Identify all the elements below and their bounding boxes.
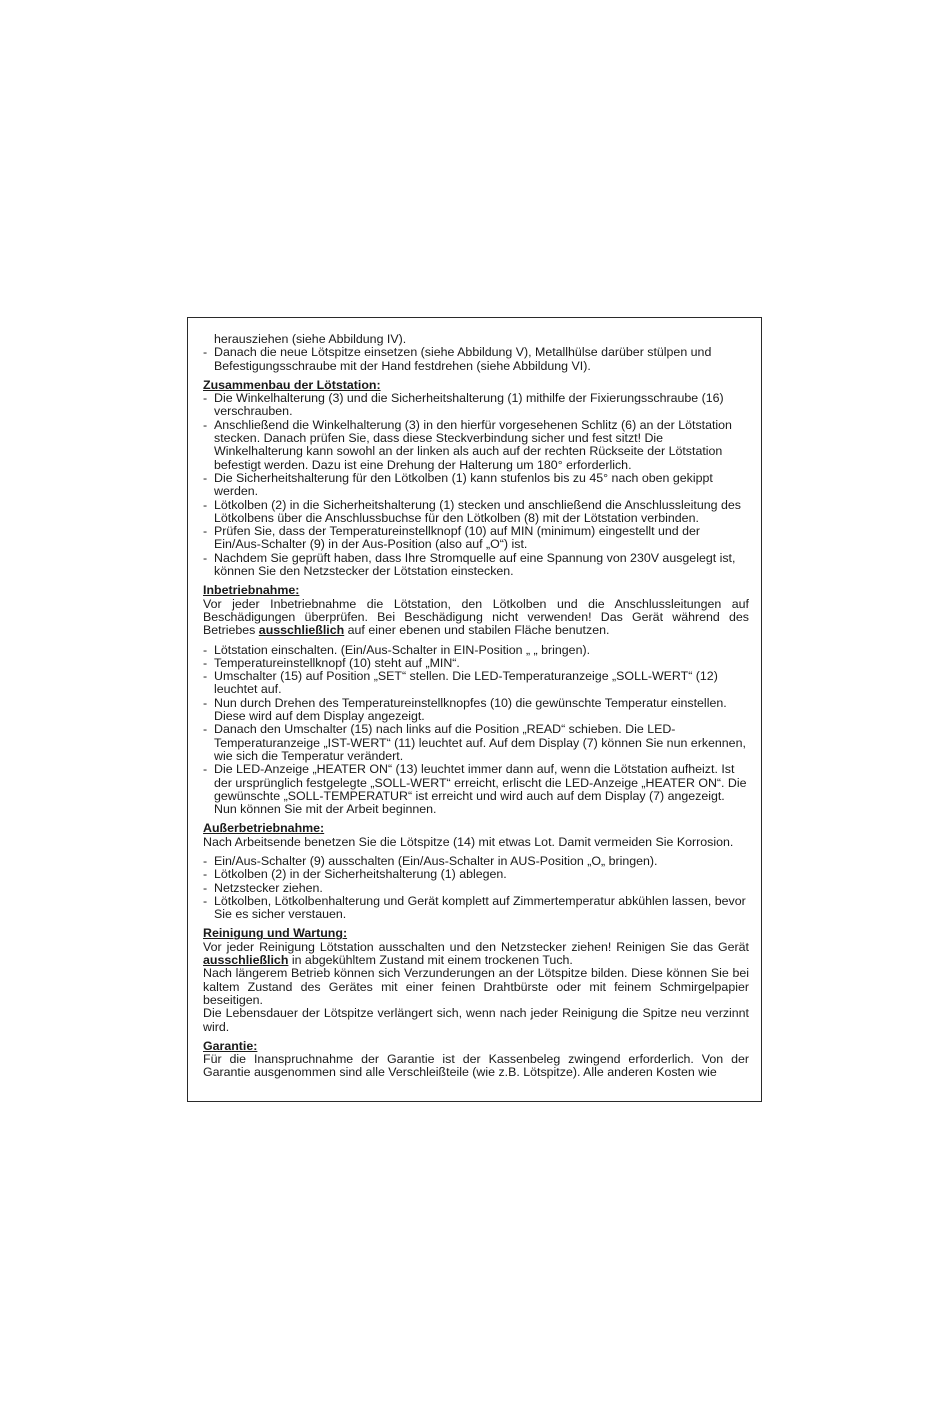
cleaning-paragraph: Vor jeder Reinigung Lötstation ausschalten und den Netzstecker ziehen! Reinigen Sie das Gerät ausschließlich in abgekühltem Zustand mit einem trockenen Tuch. [203, 939, 749, 968]
list-item: - Lötkolben (2) in der Sicherheitshalterung (1) ablegen. [203, 867, 507, 882]
list-item: - Prüfen Sie, dass der Temperatureinstellknopf (10) auf MIN (minimum) eingestellt und der Ein/Aus-Schalter (9) in der Aus-Position (also auf „O“) ist. [203, 524, 700, 552]
startup-intro: Vor jeder Inbetriebnahme die Lötstation, den Lötkolben und die Anschlussleitungen auf Beschädigungen überprüfen. Bei Beschädigung nicht verwenden! Das Gerät während des Betriebes ausschließlich auf einer ebenen und stabilen Fläche benutzen. [203, 596, 749, 638]
list-item: - Anschließend die Winkelhalterung (3) in den hierfür vorgesehenen Schlitz (6) an der Lötstation stecken. Danach prüfen Sie, dass diese Steckverbindung sicher und fest sitzt! Die Winkelhalterung kann sowohl an der linken als auch auf der rechten Rückseite der Lötstation befestigt werden. Dazu ist eine Drehung der Halterung um 180° erforderlich. [203, 417, 732, 472]
list-item: - Die Sicherheitshalterung für den Lötkolben (1) kann stufenlos bis zu 45° nach oben gekippt werden. [203, 470, 713, 499]
warranty-paragraph: Für die Inanspruchnahme der Garantie ist der Kassenbeleg zwingend erforderlich. Von der Garantie ausgenommen sind alle Verschleißteile (wie z.B. Lötspitze). Alle anderen Kosten wie [203, 1052, 749, 1080]
continued-text: herausziehen (siehe Abbildung IV). [214, 332, 407, 346]
page-content [203, 333, 749, 1080]
list-item: - Ein/Aus-Schalter (9) ausschalten (Ein/Aus-Schalter in AUS-Position „O„ bringen). [203, 853, 658, 868]
section-heading-cleaning: Reinigung und Wartung: [203, 926, 348, 941]
shutdown-intro: Nach Arbeitsende benetzen Sie die Lötspitze (14) mit etwas Lot. Damit vermeiden Sie Korrosion. [203, 834, 734, 849]
cleaning-paragraph: Die Lebensdauer der Lötspitze verlängert sich, wenn nach jeder Reinigung die Spitze neu verzinnt wird. [203, 1006, 749, 1034]
list-item: - Nun durch Drehen des Temperatureinstellknopfes (10) die gewünschte Temperatur einstellen. Diese wird auf dem Display angezeigt. [203, 695, 727, 724]
list-item: - Lötkolben, Lötkolbenhalterung und Gerät komplett auf Zimmertemperatur abkühlen lassen, bevor Sie es sicher verstauen. [203, 893, 746, 922]
list-item: - Lötstation einschalten. (Ein/Aus-Schalter in EIN-Position „ „ bringen). [203, 642, 591, 657]
list-item: - Die LED-Anzeige „HEATER ON“ (13) leuchtet immer dann auf, wenn die Lötstation aufheizt. Ist der ursprünglich festgelegte „SOLL-WERT“ erreicht, erlischt die LED-Anzeige „HEATER ON“. Die gewünschte „SOLL-TEMPERATUR“ ist erreicht und wird auch auf dem Display (7) angezeigt. Nun können Sie mit der Arbeit beginnen. [203, 762, 747, 817]
list-item: - Nachdem Sie geprüft haben, dass Ihre Stromquelle auf eine Spannung von 230V ausgelegt ist, können Sie den Netzstecker der Lötstation einstecken. [203, 550, 736, 579]
cleaning-paragraph: Nach längerem Betrieb können sich Verzunderungen an der Lötspitze bilden. Diese können Sie bei kaltem Zustand des Gerätes mit einer feinen Drahtbürste oder mit feinem Schmirgelpapier beseitigen. [203, 966, 749, 1007]
list-item: - Netzstecker ziehen. [203, 880, 323, 895]
list-item: - Die Winkelhalterung (3) und die Sicherheitshalterung (1) mithilfe der Fixierungsschraube (16) verschrauben. [203, 391, 724, 419]
page-frame [187, 317, 762, 1102]
list-item: - Danach die neue Lötspitze einsetzen (siehe Abbildung V), Metallhülse darüber stülpen und Befestigungsschraube mit der Hand festdrehen (siehe Abbildung VI). [203, 345, 712, 373]
section-heading-startup: Inbetriebnahme: [203, 583, 300, 598]
section-heading-assembly: Zusammenbau der Lötstation: [203, 377, 381, 392]
section-heading-warranty: Garantie: [203, 1038, 258, 1053]
section-heading-shutdown: Außerbetriebnahme: [203, 821, 325, 836]
list-item: - Temperatureinstellknopf (10) steht auf „MIN“. [203, 655, 460, 670]
list-item: - Danach den Umschalter (15) nach links auf die Position „READ“ schieben. Die LED-Temperaturanzeige „IST-WERT“ (11) leuchtet auf. Auf dem Display (7) können Sie nun erkennen, wie sich die Temperatur verändert. [203, 722, 746, 763]
list-item: - Umschalter (15) auf Position „SET“ stellen. Die LED-Temperaturanzeige „SOLL-WERT“ (12) leuchtet auf. [203, 669, 718, 697]
list-item: - Lötkolben (2) in die Sicherheitshalterung (1) stecken und anschließend die Anschlussleitung des Lötkolbens über die Anschlussbuchse für den Lötkolben (8) mit der Lötstation verbinden. [203, 497, 741, 525]
